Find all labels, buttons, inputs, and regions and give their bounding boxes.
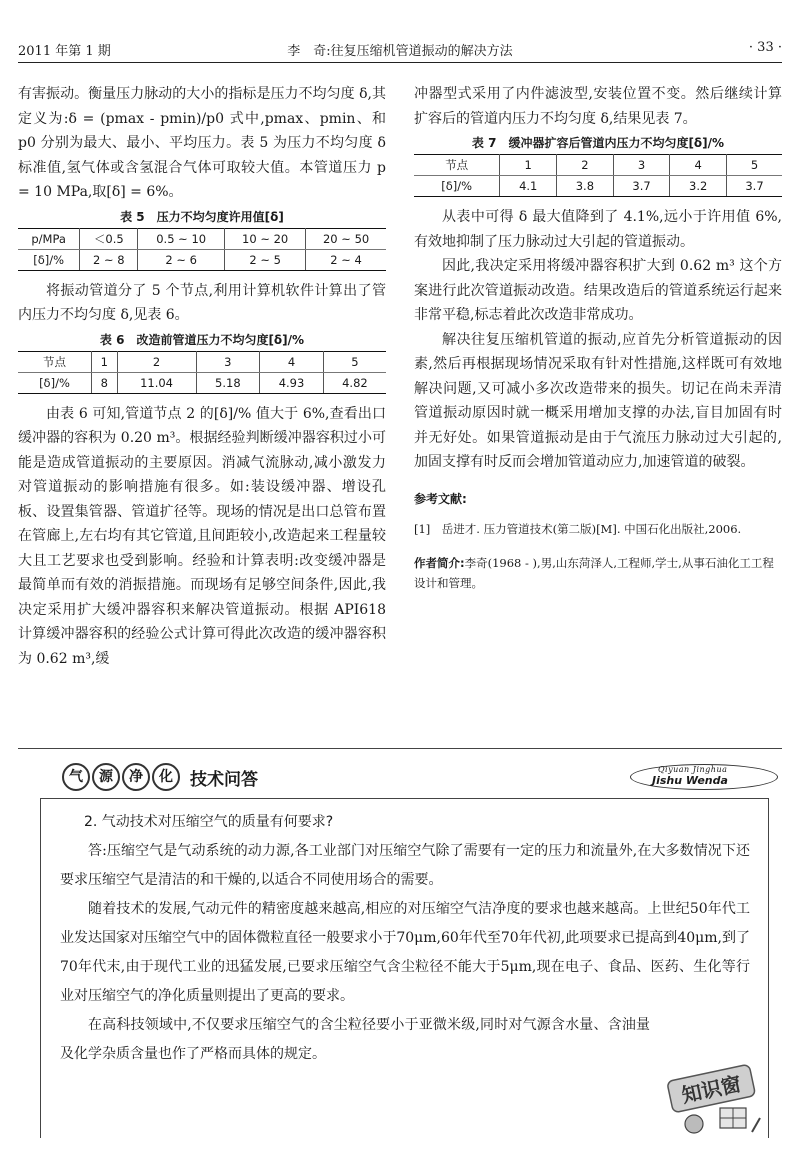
table-cell: 节点 xyxy=(18,351,91,372)
qa-box-right xyxy=(768,798,769,1138)
table-cell: 2 xyxy=(557,155,614,176)
table-cell: 节点 xyxy=(414,155,500,176)
section-divider xyxy=(18,748,782,749)
table-cell: [δ]/% xyxy=(18,249,80,270)
section-title: 技术问答 xyxy=(190,769,258,790)
table-cell: 4 xyxy=(670,155,727,176)
table-header-row xyxy=(414,155,782,176)
table-cell: 2 ~ 5 xyxy=(225,249,306,270)
paragraph: 有害振动。衡量压力脉动的大小的指标是压力不均匀度 δ,其定义为:δ = (pmax - pmin)/p0 式中,pmax、pmin、和 p0 分别为最大、最小、平均压力。表 5 为压力不均匀度 δ 标准值,氢气体或含氢混合气体可取较大值。本管道压力 p = 10 MPa,取[δ] = 6%。 xyxy=(18,86,386,200)
header-rule xyxy=(18,62,782,63)
table-cell: 3.7 xyxy=(613,176,670,197)
table-row xyxy=(18,372,386,393)
qa-box-top xyxy=(40,798,768,799)
table-cell: [δ]/% xyxy=(414,176,500,197)
left-column xyxy=(18,82,386,671)
table-cell: 4.93 xyxy=(260,372,324,393)
question: 2. 气动技术对压缩空气的质量有何要求? xyxy=(84,814,334,830)
article-running-title: 李 奇:往复压缩机管道振动的解决方法 xyxy=(287,44,513,59)
logo-line2: Jishu Wenda xyxy=(652,774,728,787)
right-column xyxy=(414,82,782,593)
section-badge: 化 xyxy=(152,763,180,791)
table5 xyxy=(18,228,386,271)
table-row xyxy=(18,249,386,270)
table-header-row xyxy=(18,351,386,372)
table-cell: ＜0.5 xyxy=(80,228,138,249)
reference-item: [1] 岳进才. 压力管道技术(第二版)[M]. 中国石化出版社,2006. xyxy=(414,522,742,536)
table7 xyxy=(414,154,782,197)
references-heading: 参考文献: xyxy=(414,491,467,506)
table-cell: 2 xyxy=(117,351,196,372)
table-cell: 0.5 ~ 10 xyxy=(138,228,225,249)
table-cell: 5 xyxy=(323,351,386,372)
table-cell: 2 ~ 6 xyxy=(138,249,225,270)
table-cell: 20 ~ 50 xyxy=(306,228,386,249)
table-cell: 5.18 xyxy=(196,372,260,393)
table-cell: 3.2 xyxy=(670,176,727,197)
table-cell: 3.7 xyxy=(727,176,782,197)
knowledge-window-stamp-icon xyxy=(664,1062,764,1140)
table-cell: 1 xyxy=(500,155,557,176)
table-cell: 2 ~ 8 xyxy=(80,249,138,270)
table-cell: 4 xyxy=(260,351,324,372)
table-cell: 5 xyxy=(727,155,782,176)
paragraph: 从表中可得 δ 最大值降到了 4.1%,远小于许用值 6%,有效地抑制了压力脉动过大引起的管道振动。 xyxy=(414,209,782,250)
author-bio-label: 作者简介: xyxy=(414,556,465,570)
section-badge: 源 xyxy=(92,763,120,791)
issue-label: 2011 年第 1 期 xyxy=(18,44,111,59)
qa-body xyxy=(60,808,750,1069)
paragraph: 因此,我决定采用将缓冲器容积扩大到 0.62 m³ 这个方案进行此次管道振动改造。结果改造后的管道系统运行起来非常平稳,标志着此次改造非常成功。 xyxy=(414,258,782,323)
section-title-bar xyxy=(62,763,258,793)
running-header xyxy=(18,38,782,60)
paragraph: 冲器型式采用了内件滤波型,安装位置不变。然后继续计算扩容后的管道内压力不均匀度 δ,结果见表 7。 xyxy=(414,86,782,127)
paragraph: 将振动管道分了 5 个节点,利用计算机软件计算出了管内压力不均匀度 δ,见表 6。 xyxy=(18,282,386,323)
table-cell: p/MPa xyxy=(18,228,80,249)
author-bio-text: 李奇(1968 - ),男,山东菏泽人,工程师,学士,从事石油化工工程设计和管理。 xyxy=(414,556,774,590)
answer-paragraph: 随着技术的发展,气动元件的精密度越来越高,相应的对压缩空气洁净度的要求也越来越高。上世纪50年代工业发达国家对压缩空气中的固体微粒直径一般要求小于70μm,60年代至70年代初,此项要求已提高到40μm,到了70年代末,由于现代工业的迅猛发展,已要求压缩空气含尘粒径不能大于5μm,现在电子、食品、医药、生化等行业对压缩空气的净化质量则提出了更高的要求。 xyxy=(60,901,750,1004)
table5-caption: 表 5 压力不均匀度许用值[δ] xyxy=(120,209,284,224)
table-row xyxy=(414,176,782,197)
table-cell: 10 ~ 20 xyxy=(225,228,306,249)
section-badge: 净 xyxy=(122,763,150,791)
table-cell: 2 ~ 4 xyxy=(306,249,386,270)
author-bio xyxy=(414,553,782,593)
table-cell: 11.04 xyxy=(117,372,196,393)
page-number: · 33 · xyxy=(748,40,782,55)
table-cell: 1 xyxy=(91,351,117,372)
table-cell: 8 xyxy=(91,372,117,393)
table-cell: 4.1 xyxy=(500,176,557,197)
table-cell: [δ]/% xyxy=(18,372,91,393)
logo-line1: Qiyuan Jinghua xyxy=(658,765,728,774)
paragraph: 解决往复压缩机管道的振动,应首先分析管道振动的因素,然后再根据现场情况采取有针对性措施,这样既可有效地解决问题,又可减小多次改造带来的损失。切记在尚未弄清管道振动原因时就一概采用增加支撑的办法,盲目加固有时并无好处。如果管道振动是由于气流压力脉动过大引起的,加固支撑有时反而会增加管道动应力,加速管道的破裂。 xyxy=(414,331,782,470)
answer-paragraph: 答:压缩空气是气动系统的动力源,各工业部门对压缩空气除了需要有一定的压力和流量外,在大多数情况下还要求压缩空气是清洁的和干燥的,以适合不同使用场合的需要。 xyxy=(60,843,750,888)
table-cell: 4.82 xyxy=(323,372,386,393)
section-logo xyxy=(630,764,778,790)
stamp-text: 知识窗 xyxy=(679,1071,744,1108)
table6 xyxy=(18,351,386,394)
table-cell: 3.8 xyxy=(557,176,614,197)
table-header-row xyxy=(18,228,386,249)
table-cell: 3 xyxy=(613,155,670,176)
table-cell: 3 xyxy=(196,351,260,372)
table6-caption: 表 6 改造前管道压力不均匀度[δ]/% xyxy=(99,332,305,347)
section-badge: 气 xyxy=(62,763,90,791)
qa-box-left xyxy=(40,798,41,1138)
answer-paragraph: 在高科技领域中,不仅要求压缩空气的含尘粒径要小于亚微米级,同时对气源含水量、含油量及化学杂质含量也作了严格而具体的规定。 xyxy=(60,1017,650,1062)
table7-caption: 表 7 缓冲器扩容后管道内压力不均匀度[δ]/% xyxy=(471,136,725,150)
paragraph: 由表 6 可知,管道节点 2 的[δ]/% 值大于 6%,查看出口缓冲器的容积为 0.20 m³。根据经验判断缓冲器容积过小可能是造成管道振动的主要原因。消减气流脉动,减小激发力对管道振动的影响措施有很多。如:装设缓冲器、增设孔板、设置集管器、管道扩径等。现场的情况是出口总管布置在管廊上,左右均有其它管道,且间距较小,改造起来工程量较大且工艺要求也受到影响。经验和计算表明:改变缓冲器是最简单而有效的消振措施。而现场有足够空间条件,因此,我决定采用扩大缓冲器容积来解决管道振动。根据 API618 计算缓冲器容积的经验公式计算可得此次改造的缓冲器容积为 0.62 m³,缓 xyxy=(18,405,386,667)
